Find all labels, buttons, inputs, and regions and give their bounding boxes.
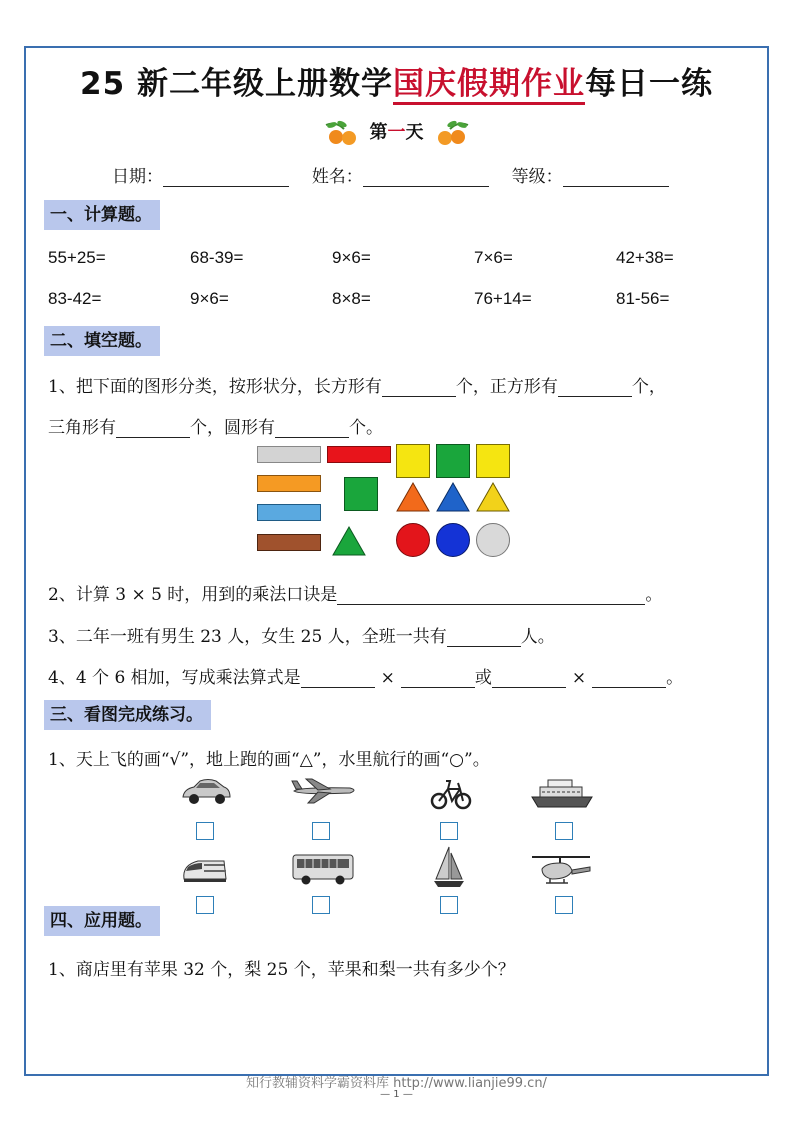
answer-checkbox[interactable] <box>555 896 573 914</box>
triangle-shape <box>332 526 366 556</box>
fill-question-1: 1、把下面的图形分类，按形状分，长方形有 个，正方形有 个， <box>48 377 666 397</box>
triangle-shape <box>396 482 430 512</box>
fill-question-2: 2、计算 3 × 5 时，用到的乘法口诀是 。 <box>48 585 663 605</box>
name-label: 姓名： <box>311 167 363 187</box>
circle-shape <box>476 523 510 557</box>
section-heading-picture: 三、看图完成练习。 <box>44 700 211 730</box>
title-highlight: 国庆假期作业 <box>393 66 585 105</box>
square-shape <box>344 477 378 511</box>
square-shape <box>396 444 430 478</box>
square-shape <box>476 444 510 478</box>
triangle-shape <box>436 482 470 512</box>
footer-source: 知行教辅资料学霸资料库 http://www.lianjie99.cn/ <box>246 1076 547 1091</box>
answer-checkbox[interactable] <box>312 896 330 914</box>
fill-question-1-cont: 三角形有 个，圆形有 个。 <box>48 418 383 438</box>
section-heading-calculation: 一、计算题。 <box>44 200 160 230</box>
answer-blank[interactable] <box>401 669 475 688</box>
section-heading-word-problems: 四、应用题。 <box>44 906 160 936</box>
answer-blank[interactable] <box>447 628 521 647</box>
sailboat-icon <box>432 845 466 889</box>
bus-icon <box>290 851 356 887</box>
answer-checkbox[interactable] <box>196 822 214 840</box>
calc-item: 76+14= <box>474 289 532 308</box>
rectangle-shape <box>257 534 321 551</box>
answer-blank[interactable] <box>592 669 666 688</box>
answer-blank[interactable] <box>116 419 190 438</box>
car-icon <box>180 775 232 807</box>
answer-blank[interactable] <box>337 586 645 605</box>
date-blank[interactable] <box>163 166 289 187</box>
bicycle-icon <box>430 775 472 811</box>
answer-checkbox[interactable] <box>440 896 458 914</box>
name-blank[interactable] <box>363 166 489 187</box>
orange-branch-icon <box>322 119 362 147</box>
calc-item: 7×6= <box>474 248 513 267</box>
answer-blank[interactable] <box>382 378 456 397</box>
fill-question-4: 4、4 个 6 相加，写成乘法算式是 × 或 × 。 <box>48 668 684 688</box>
circle-shape <box>436 523 470 557</box>
calc-item: 9×6= <box>190 289 229 308</box>
answer-checkbox[interactable] <box>312 822 330 840</box>
calc-item: 55+25= <box>48 248 106 267</box>
word-problem-1: 1、商店里有苹果 32 个，梨 25 个，苹果和梨一共有多少个？ <box>48 960 515 980</box>
grade-label: 等级： <box>511 167 563 187</box>
airplane-icon <box>290 777 360 805</box>
calc-item: 42+38= <box>616 248 674 267</box>
answer-checkbox[interactable] <box>555 822 573 840</box>
calc-item: 9×6= <box>332 248 371 267</box>
circle-shape <box>396 523 430 557</box>
section-heading-fill-blanks: 二、填空题。 <box>44 326 160 356</box>
date-label: 日期： <box>112 167 163 187</box>
grade-blank[interactable] <box>563 166 669 187</box>
answer-blank[interactable] <box>301 669 375 688</box>
helicopter-icon <box>528 853 594 889</box>
calc-item: 8×8= <box>332 289 371 308</box>
answer-blank[interactable] <box>558 378 632 397</box>
calc-item: 83-42= <box>48 289 102 308</box>
answer-checkbox[interactable] <box>440 822 458 840</box>
rectangle-shape <box>257 504 321 521</box>
fill-question-3: 3、二年一班有男生 23 人，女生 25 人，全班一共有 人。 <box>48 627 555 647</box>
day-label: 第一天 <box>0 118 793 147</box>
triangle-shape <box>476 482 510 512</box>
rectangle-shape <box>257 446 321 463</box>
calc-item: 81-56= <box>616 289 670 308</box>
student-info-row <box>112 162 669 187</box>
rectangle-shape <box>327 446 391 463</box>
calc-item: 68-39= <box>190 248 244 267</box>
answer-checkbox[interactable] <box>196 896 214 914</box>
rectangle-shape <box>257 475 321 492</box>
square-shape <box>436 444 470 478</box>
ship-icon <box>530 777 594 809</box>
page-number: — 1 — <box>380 1089 413 1100</box>
page-title: 25 新二年级上册数学国庆假期作业每日一练 <box>0 58 793 103</box>
answer-blank[interactable] <box>275 419 349 438</box>
train-icon <box>180 853 230 885</box>
picture-question-1: 1、天上飞的画“√”，地上跑的画“△”，水里航行的画“○”。 <box>48 750 490 770</box>
orange-branch-icon <box>432 119 472 147</box>
answer-blank[interactable] <box>492 669 566 688</box>
